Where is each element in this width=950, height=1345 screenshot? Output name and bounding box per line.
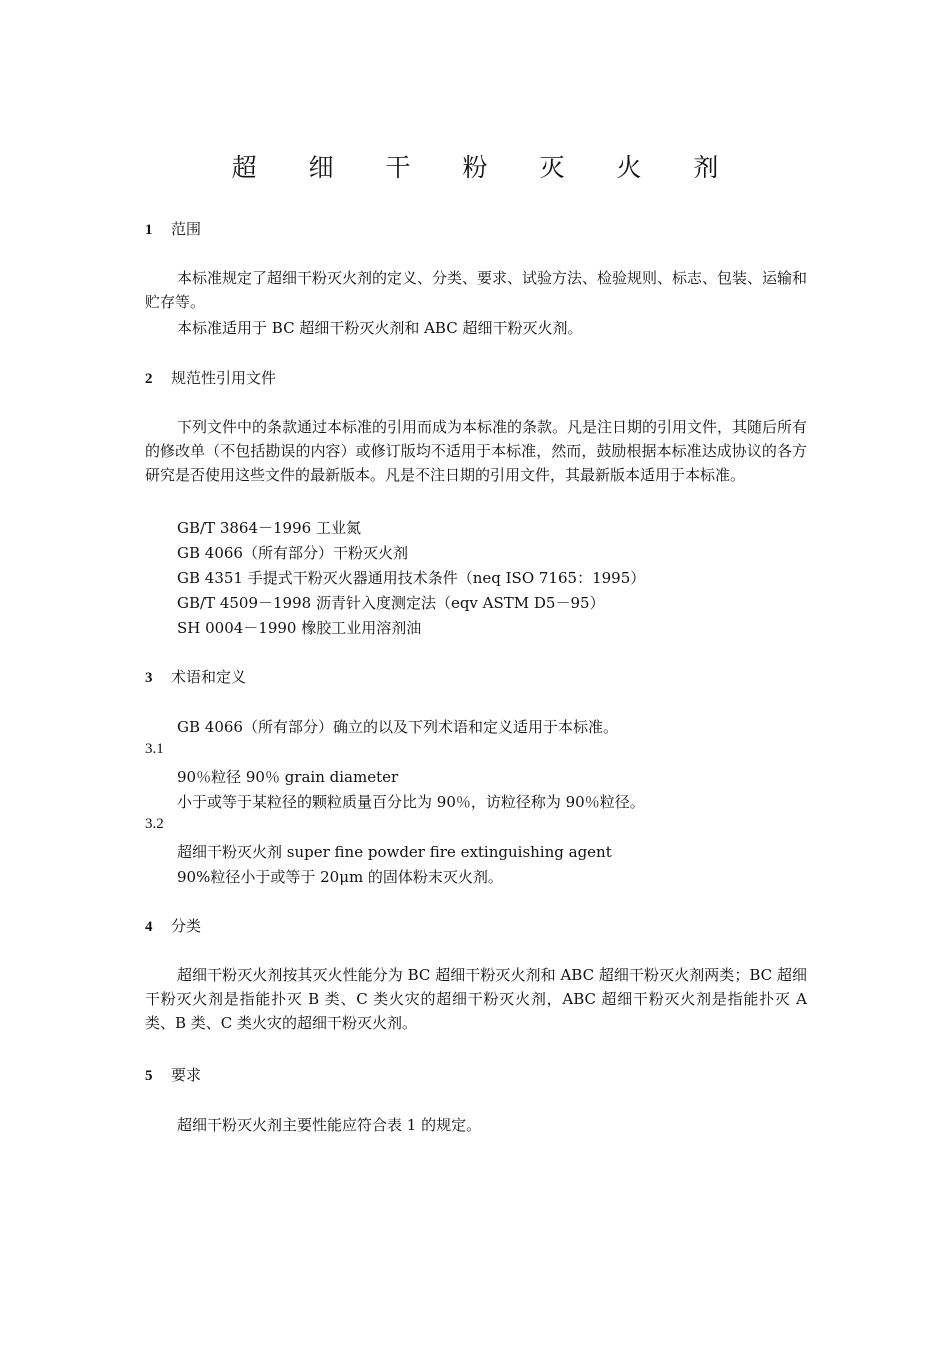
scope-paragraph-1: 本标准规定了超细干粉灭火剂的定义、分类、要求、试验方法、检验规则、标志、包装、运输和贮存等。: [145, 269, 808, 311]
term-3-1-definition: 小于或等于某粒径的颗粒质量百分比为 90％，访粒径称为 90％粒径。: [177, 793, 645, 811]
requirements-paragraph: 超细干粉灭火剂主要性能应符合表 1 的规定。: [177, 1116, 482, 1134]
section-1-heading: [145, 218, 201, 239]
reference-item: GB 4351 手提式干粉灭火器通用技术条件（neq ISO 7165：1995）: [177, 569, 646, 587]
reference-item: GB/T 4509－1998 沥青针入度测定法（eqv ASTM D5－95）: [177, 594, 605, 612]
section-4-title: 分类: [171, 917, 202, 935]
section-5-title: 要求: [171, 1066, 202, 1084]
document-title: 超 细 干 粉 灭 火 剂: [231, 153, 741, 182]
section-5-number: 5: [145, 1068, 153, 1084]
section-2-heading: [145, 367, 276, 388]
section-5-heading: [145, 1064, 201, 1085]
scope-paragraph-2: 本标准适用于 BC 超细干粉灭火剂和 ABC 超细干粉灭火剂。: [177, 319, 583, 337]
references-intro: 下列文件中的条款通过本标准的引用而成为本标准的条款。凡是注日期的引用文件，其随后所有的修改单（不包括勘误的内容）或修订版均不适用于本标准，然而，鼓励根据本标准达成协议的各方研究是否使用这些文件的最新版本。凡是不注日期的引用文件，其最新版本适用于本标准。: [145, 418, 808, 484]
term-3-1-number: 3.1: [145, 741, 164, 757]
reference-item: SH 0004－1990 橡胶工业用溶剂油: [177, 619, 422, 637]
reference-item: GB/T 3864－1996 工业氮: [177, 519, 361, 537]
section-3-number: 3: [145, 670, 153, 686]
term-3-1-name: 90％粒径 90％ grain diameter: [177, 768, 399, 786]
term-3-2-name: 超细干粉灭火剂 super fine powder fire extinguishing agent: [177, 843, 612, 861]
term-3-2-definition: 90%粒径小于或等于 20μm 的固体粉末灭火剂。: [177, 868, 503, 886]
section-3-heading: [145, 666, 246, 687]
section-2-title: 规范性引用文件: [171, 369, 277, 387]
section-2-number: 2: [145, 371, 153, 387]
section-4-number: 4: [145, 919, 153, 935]
term-3-2-number: 3.2: [145, 816, 164, 832]
section-1-title: 范围: [171, 220, 202, 238]
reference-item: GB 4066（所有部分）干粉灭火剂: [177, 544, 408, 562]
terms-intro: GB 4066（所有部分）确立的以及下列术语和定义适用于本标准。: [177, 718, 618, 736]
section-1-number: 1: [145, 222, 153, 238]
section-4-heading: [145, 915, 201, 936]
classification-paragraph: 超细干粉灭火剂按其灭火性能分为 BC 超细干粉灭火剂和 ABC 超细干粉灭火剂两类；BC 超细干粉灭火剂是指能扑灭 B 类、C 类火灾的超细干粉灭火剂，ABC 超细干粉灭火剂是指能扑灭 A 类、B 类、C 类火灾的超细干粉灭火剂。: [145, 966, 807, 1032]
section-3-title: 术语和定义: [171, 668, 247, 686]
